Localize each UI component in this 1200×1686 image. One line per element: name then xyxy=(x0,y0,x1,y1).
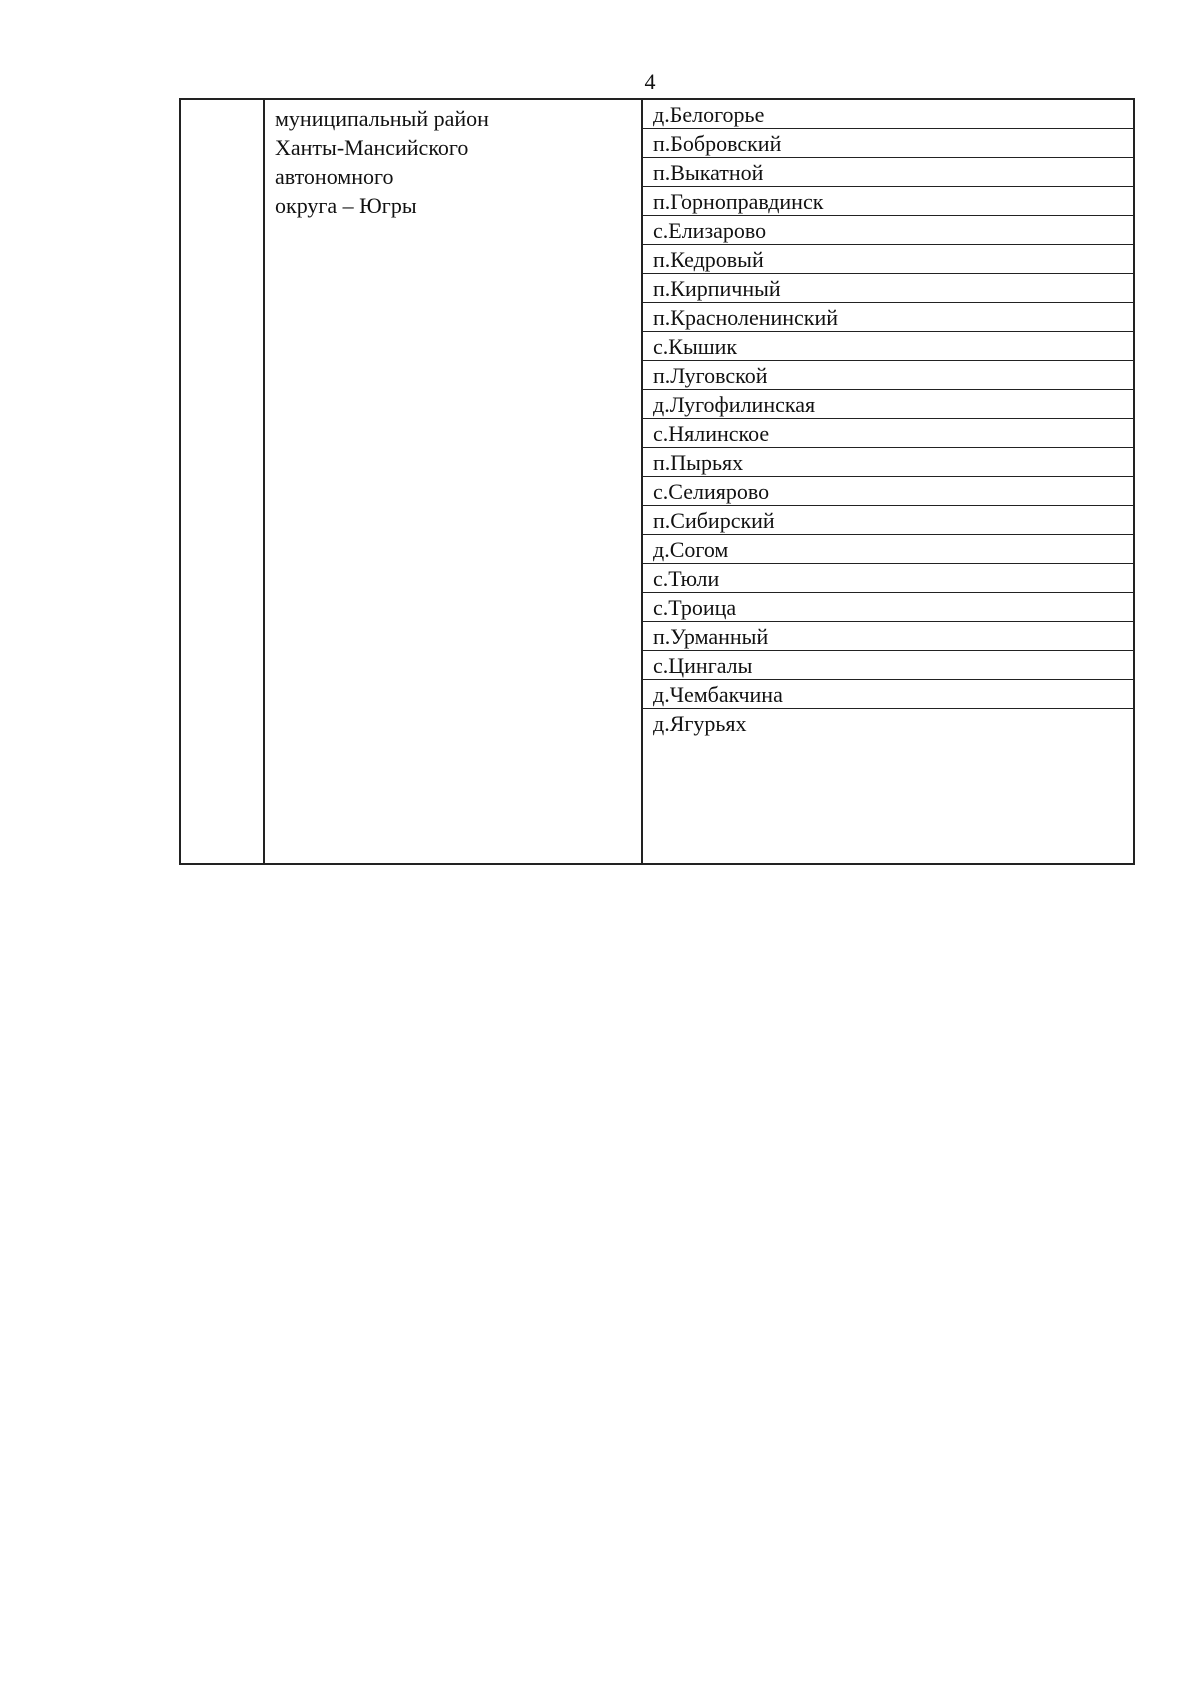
district-line: муниципальный район xyxy=(275,106,489,131)
settlement-row: с.Селиярово xyxy=(643,477,1133,506)
settlement-row: д.Белогорье xyxy=(643,100,1133,129)
settlement-row: п.Урманный xyxy=(643,622,1133,651)
district-cell xyxy=(275,104,635,220)
district-line: округа – Югры xyxy=(275,193,417,218)
settlement-row: с.Кышик xyxy=(643,332,1133,361)
page-number: 4 xyxy=(644,69,656,94)
settlement-row: п.Горноправдинск xyxy=(643,187,1133,216)
settlement-row: п.Луговской xyxy=(643,361,1133,390)
settlement-row: п.Выкатной xyxy=(643,158,1133,187)
settlements-column xyxy=(643,100,1133,737)
settlement-row: д.Согом xyxy=(643,535,1133,564)
settlement-row: д.Лугофилинская xyxy=(643,390,1133,419)
settlement-row: п.Кедровый xyxy=(643,245,1133,274)
settlement-row: с.Тюли xyxy=(643,564,1133,593)
settlement-row: п.Пырьях xyxy=(643,448,1133,477)
settlement-row: п.Красноленинский xyxy=(643,303,1133,332)
column-divider-first xyxy=(263,100,265,863)
settlement-row: с.Цингалы xyxy=(643,651,1133,680)
settlement-row: с.Елизарово xyxy=(643,216,1133,245)
settlement-row: п.Бобровский xyxy=(643,129,1133,158)
settlement-row: с.Троица xyxy=(643,593,1133,622)
settlement-row: п.Сибирский xyxy=(643,506,1133,535)
settlement-row: п.Кирпичный xyxy=(643,274,1133,303)
district-line: автономного xyxy=(275,164,394,189)
settlement-row: д.Ягурьях xyxy=(653,711,747,736)
district-line: Ханты-Мансийского xyxy=(275,135,469,160)
settlement-row: д.Чембакчина xyxy=(643,680,1133,709)
settlement-row: с.Нялинское xyxy=(643,419,1133,448)
settlements-table xyxy=(179,98,1135,865)
